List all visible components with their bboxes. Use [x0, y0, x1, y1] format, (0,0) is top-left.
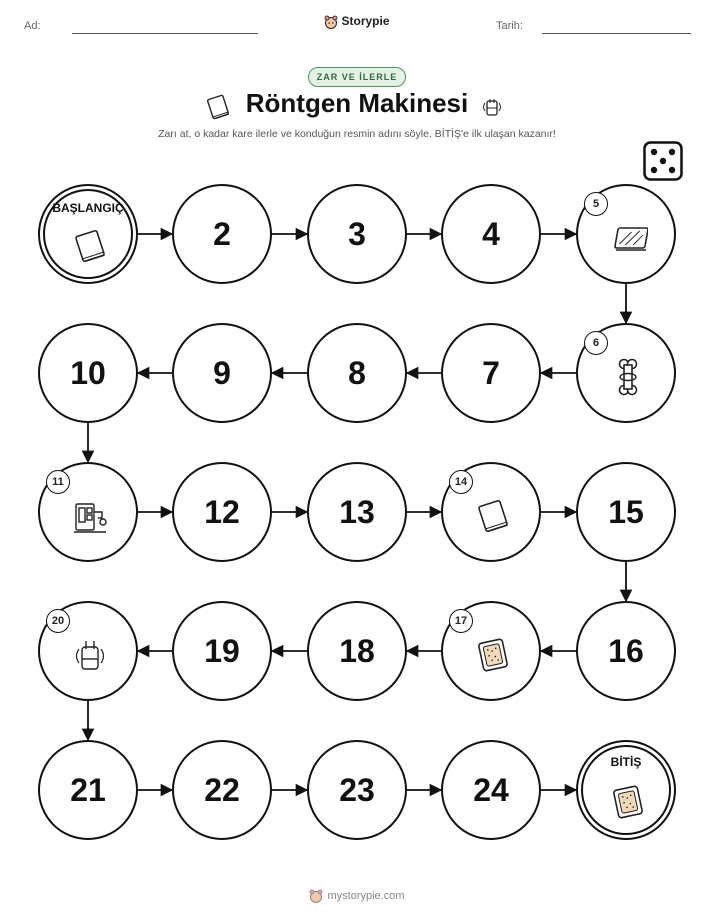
xray-machine-icon — [70, 496, 110, 536]
activity-badge: ZAR VE İLERLE — [308, 67, 406, 87]
board-space-3[interactable] — [307, 184, 407, 284]
board-space-24[interactable] — [441, 740, 541, 840]
space-number: 13 — [339, 494, 375, 530]
finish-space[interactable] — [576, 740, 676, 840]
space-number: 11 — [46, 470, 70, 494]
board-space-2[interactable] — [172, 184, 272, 284]
name-line[interactable] — [72, 33, 258, 34]
board-space-22[interactable] — [172, 740, 272, 840]
space-number: 14 — [449, 470, 473, 494]
board-space-4[interactable] — [441, 184, 541, 284]
board-space-21[interactable] — [38, 740, 138, 840]
space-number: 2 — [213, 216, 231, 252]
space-number: 7 — [482, 355, 500, 391]
finish-label: BİTİŞ — [610, 755, 642, 769]
space-number: 15 — [608, 494, 644, 530]
board-space-14[interactable] — [441, 462, 541, 562]
board-space-16[interactable] — [576, 601, 676, 701]
board-space-18[interactable] — [307, 601, 407, 701]
space-number: 8 — [348, 355, 366, 391]
xray-jar-icon — [479, 93, 505, 121]
board-space-8[interactable] — [307, 323, 407, 423]
board-space-6[interactable] — [576, 323, 676, 423]
footer — [0, 889, 714, 903]
storypie-logo-icon — [309, 889, 323, 903]
start-space[interactable] — [38, 184, 138, 284]
dice-five-icon[interactable] — [643, 141, 683, 181]
brand-name: Storypie — [341, 14, 390, 28]
storypie-logo-icon — [324, 15, 338, 29]
space-number: 6 — [584, 331, 608, 355]
xray-film-icon — [473, 635, 513, 675]
space-number: 4 — [482, 216, 500, 252]
date-label: Tarih: — [496, 20, 523, 32]
xray-jar-icon — [70, 635, 110, 675]
space-number: 17 — [449, 609, 473, 633]
xray-film-icon — [608, 782, 648, 822]
space-number: 3 — [348, 216, 366, 252]
name-label: Ad: — [24, 20, 41, 32]
space-number: 18 — [339, 633, 375, 669]
board-space-9[interactable] — [172, 323, 272, 423]
book-icon — [473, 496, 513, 536]
space-number: 20 — [46, 609, 70, 633]
space-number: 9 — [213, 355, 231, 391]
glass-plate-icon — [608, 218, 648, 258]
page-title: Röntgen Makinesi — [245, 88, 469, 118]
board-space-11[interactable] — [38, 462, 138, 562]
space-number: 23 — [339, 772, 375, 808]
board-space-17[interactable] — [441, 601, 541, 701]
space-number: 21 — [70, 772, 106, 808]
start-label: BAŞLANGIÇ — [52, 201, 124, 215]
board-space-19[interactable] — [172, 601, 272, 701]
board-space-20[interactable] — [38, 601, 138, 701]
brand — [0, 14, 714, 29]
space-number: 12 — [204, 494, 240, 530]
board-space-23[interactable] — [307, 740, 407, 840]
space-number: 22 — [204, 772, 240, 808]
footer-url: mystorypie.com — [327, 889, 405, 902]
space-number: 16 — [608, 633, 644, 669]
instructions: Zarı at, o kadar kare ilerle ve konduğun resmin adını söyle. BİTİŞ'e ilk ulaşan kazanır! — [158, 128, 556, 140]
date-line[interactable] — [542, 33, 691, 34]
space-number: 5 — [584, 192, 608, 216]
board-space-15[interactable] — [576, 462, 676, 562]
space-number: 10 — [70, 355, 106, 391]
space-number: 19 — [204, 633, 240, 669]
space-number: 24 — [473, 772, 509, 808]
board-space-10[interactable] — [38, 323, 138, 423]
board-space-12[interactable] — [172, 462, 272, 562]
board-space-5[interactable] — [576, 184, 676, 284]
book-icon — [70, 226, 110, 266]
board-space-13[interactable] — [307, 462, 407, 562]
board-space-7[interactable] — [441, 323, 541, 423]
bone-icon — [608, 357, 648, 397]
